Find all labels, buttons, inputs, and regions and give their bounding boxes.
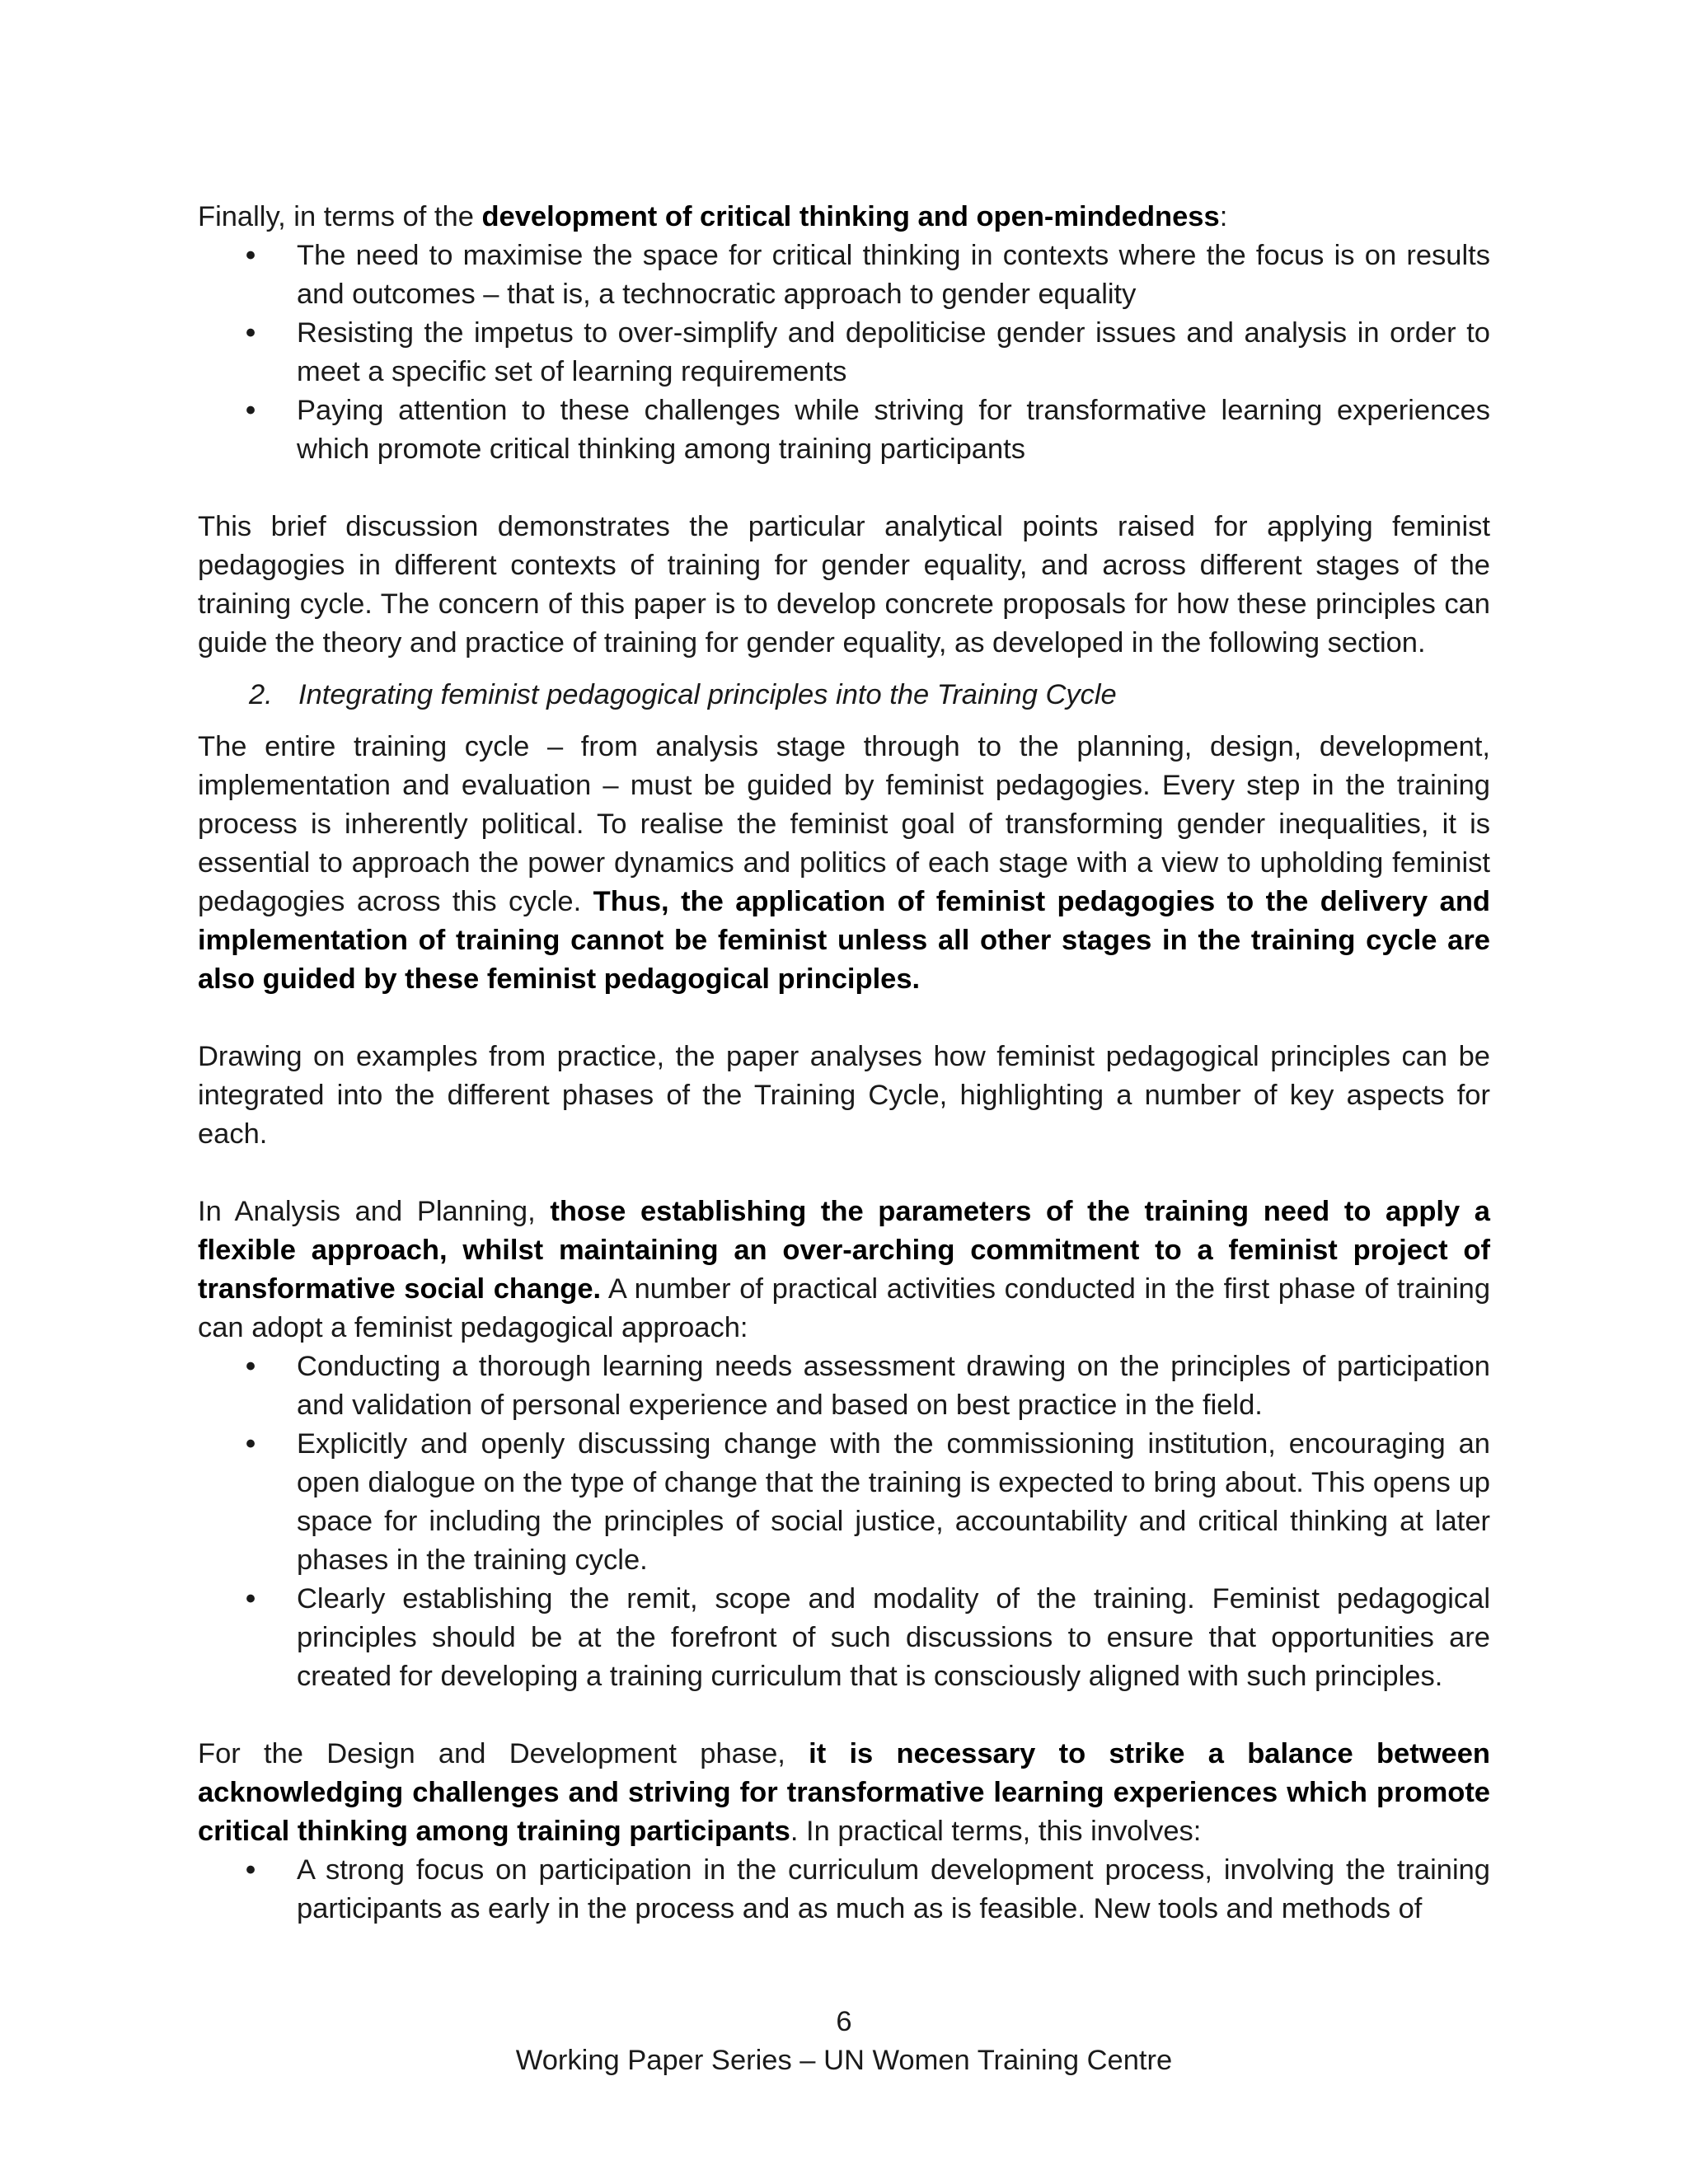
list-item: • Paying attention to these challenges while striving for transformative learning experiences which promote critical thinking among training participants bbox=[198, 391, 1490, 469]
list-item: • The need to maximise the space for critical thinking in contexts where the focus is on results and outcomes – that is, a technocratic approach to gender equality bbox=[198, 237, 1490, 314]
design-paragraph: For the Design and Development phase, it is necessary to strike a balance between acknowledging challenges and striving for transformative learning experiences which promote critical thinking among training participants. In practical terms, this involves: bbox=[198, 1738, 1490, 1847]
list-item: • Clearly establishing the remit, scope and modality of the training. Feminist pedagogical principles should be at the forefront of such discussions to ensure that opportunities are created for developing a training curriculum that is consciously aligned with such principles. bbox=[198, 1580, 1490, 1696]
footer-series: Working Paper Series – UN Women Training Centre bbox=[515, 2045, 1173, 2076]
analysis-emphasis: those establishing the parameters of the training need to apply a flexible approach, whilst maintaining an over-arching commitment to a feminist project of transformative social change. bbox=[198, 1196, 1490, 1305]
list-item: • A strong focus on participation in the curriculum development process, involving the training participants as early in the process and as much as is feasible. New tools and methods of bbox=[198, 1851, 1490, 1929]
design-list bbox=[198, 1851, 1490, 1929]
critical-thinking-list bbox=[198, 237, 1490, 469]
list-item: • Explicitly and openly discussing change with the commissioning institution, encouraging an open dialogue on the type of change that the training is expected to bring about. This opens up space for including the principles of social justice, accountability and critical thinking at later phases in the training cycle. bbox=[198, 1425, 1490, 1580]
training-cycle-paragraph: The entire training cycle – from analysis stage through to the planning, design, development, implementation and evaluation – must be guided by feminist pedagogies. Every step in the training process is inherently political. To realise the feminist goal of transforming gender inequalities, it is essential to approach the power dynamics and politics of each stage with a view to upholding feminist pedagogies across this cycle. Thus, the application of feminist pedagogies to the delivery and implementation of training cannot be feminist unless all other stages in the training cycle are also guided by these feminist pedagogical principles. bbox=[198, 731, 1490, 995]
page-number: 6 bbox=[836, 2006, 852, 2037]
intro-paragraph: Finally, in terms of the development of critical thinking and open-mindedness: bbox=[198, 201, 1228, 232]
intro-emphasis: development of critical thinking and open-mindedness bbox=[481, 201, 1220, 232]
training-cycle-emphasis: Thus, the application of feminist pedagogies to the delivery and implementation of training cannot be feminist unless all other stages in the training cycle are also guided by these feminist pedagogical principles. bbox=[198, 886, 1490, 995]
design-emphasis: it is necessary to strike a balance between acknowledging challenges and striving for transformative learning experiences which promote critical thinking among training participants bbox=[198, 1738, 1490, 1847]
section-number: 2. bbox=[249, 679, 273, 710]
analysis-paragraph: In Analysis and Planning, those establishing the parameters of the training need to apply a flexible approach, whilst maintaining an over-arching commitment to a feminist project of transformative social change. A number of practical activities conducted in the first phase of training can adopt a feminist pedagogical approach: bbox=[198, 1196, 1491, 1343]
examples-paragraph: Drawing on examples from practice, the paper analyses how feminist pedagogical principles can be integrated into the different phases of the Training Cycle, highlighting a number of key aspects for each. bbox=[198, 1041, 1490, 1150]
list-item: • Conducting a thorough learning needs assessment drawing on the principles of participation and validation of personal experience and based on best practice in the field. bbox=[198, 1347, 1490, 1425]
discussion-paragraph: This brief discussion demonstrates the particular analytical points raised for applying feminist pedagogies in different contexts of training for gender equality, and across different stages of the training cycle. The concern of this paper is to develop concrete proposals for how these principles can guide the theory and practice of training for gender equality, as developed in the following section. bbox=[198, 511, 1490, 658]
document-body bbox=[198, 198, 1490, 1929]
analysis-list bbox=[198, 1347, 1490, 1696]
section-title: Integrating feminist pedagogical principles into the Training Cycle bbox=[298, 679, 1117, 710]
list-item: • Resisting the impetus to over-simplify and depoliticise gender issues and analysis in order to meet a specific set of learning requirements bbox=[198, 314, 1490, 391]
section-heading bbox=[198, 676, 1490, 715]
